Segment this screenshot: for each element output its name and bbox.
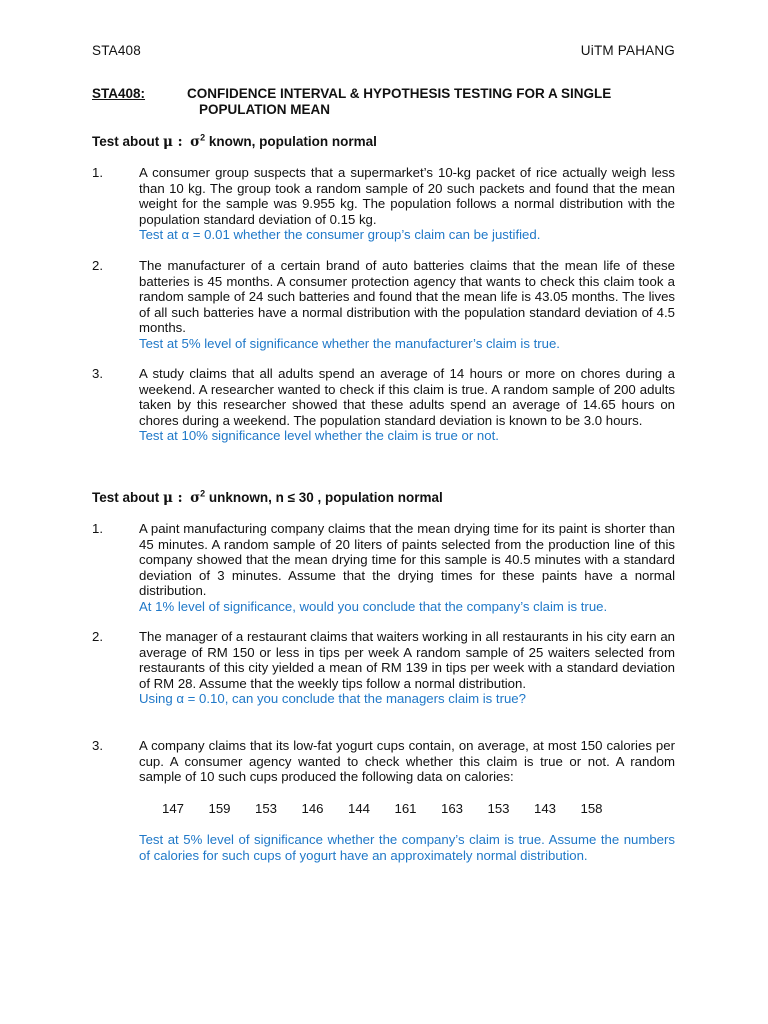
- data-value: 144: [348, 800, 371, 816]
- question-item: 3. A company claims that its low-fat yogurt cups contain, on average, at most 150 calories per cup. A consumer agency wanted to check whether this claim is true or not. A random sample of 10 such cups produced the following data on calories: 147 159 153 146 144 161 163 153 143 158 Test at 5% level of significance whether the company’s claim is true. Assume the numbers of calories for such cups of yogurt have an approximately normal distribution.: [92, 738, 675, 863]
- data-value: 159: [208, 800, 231, 816]
- data-value: 146: [301, 800, 324, 816]
- question-task: Test at α = 0.01 whether the consumer group’s claim can be justified.: [139, 227, 541, 242]
- question-task: Test at 5% level of significance whether the manufacturer’s claim is true.: [139, 335, 560, 351]
- question-text: A study claims that all adults spend an average of 14 hours or more on chores during a weekend. A researcher wanted to check if this claim is true. A random sample of 200 adults taken by this researcher showed that these adults spend an average of 14.65 hours on chores during a weekend. The population standard deviation is known to be 3.0 hours.: [139, 366, 675, 428]
- title-line-1: CONFIDENCE INTERVAL & HYPOTHESIS TESTING FOR A SINGLE: [187, 86, 612, 101]
- data-value: 153: [255, 800, 278, 816]
- question-text: A paint manufacturing company claims that the mean drying time for its paint is shorter than 45 minutes. A random sample of 20 liters of paints selected from the production line of this company showed that the mean drying time for this sample is 40.5 minutes with a standard deviation of 3 minutes. Assume that the drying times for these paints have a normal distribution.: [139, 521, 675, 598]
- question-item: 3. A study claims that all adults spend an average of 14 hours or more on chores during a weekend. A researcher wanted to check if this claim is true. A random sample of 200 adults taken by this researcher showed that these adults spend an average of 14.65 hours on chores during a weekend. The population standard deviation is known to be 3.0 hours. Test at 10% significance level whether the claim is true or not.: [92, 366, 675, 443]
- mu-symbol: μ :: [163, 490, 183, 506]
- header-campus: UiTM PAHANG: [580, 43, 675, 58]
- calorie-data-row: [162, 801, 675, 817]
- sigma-symbol: σ: [190, 490, 201, 506]
- question-task: Using α = 0.10, can you conclude that the managers claim is true?: [139, 691, 526, 706]
- question-text: The manufacturer of a certain brand of auto batteries claims that the mean life of these batteries is 45 months. A consumer protection agency that wants to check this claim took a random sample of 24 such batteries and found that the mean life is 43.05 months. The lives of all such batteries have a normal distribution with the population standard deviation of 4.5 months.: [139, 258, 675, 335]
- question-task: Test at 10% significance level whether the claim is true or not.: [139, 428, 499, 443]
- sigma-symbol: σ: [190, 134, 201, 150]
- question-task: At 1% level of significance, would you conclude that the company’s claim is true.: [139, 598, 608, 614]
- header-course-code: STA408: [92, 43, 141, 58]
- mu-symbol: μ :: [163, 134, 183, 150]
- title-line-2: POPULATION MEAN: [199, 102, 330, 117]
- data-value: 147: [162, 800, 185, 816]
- data-value: 143: [534, 800, 557, 816]
- question-item: 2. The manager of a restaurant claims that waiters working in all restaurants in his city earn an average of RM 150 or less in tips per week A random sample of 25 waiters selected from restaurants of this city yielded a mean of RM 139 in tips per week with a standard deviation of RM 28. Assume that the weekly tips follow a normal distribution. Using α = 0.10, can you conclude that the managers claim is true?: [92, 629, 675, 706]
- section-heading-sigma-known: Test about μ : $\sigma^2$ known, population normal: [92, 132, 377, 150]
- data-value: 163: [441, 800, 464, 816]
- question-item: 1. A paint manufacturing company claims that the mean drying time for its paint is shorter than 45 minutes. A random sample of 20 liters of paints selected from the production line of this company showed that the mean drying time for this sample is 40.5 minutes with a standard deviation of 3 minutes. Assume that the drying times for these paints have a normal distribution. At 1% level of significance, would you conclude that the company’s claim is true.: [92, 521, 675, 614]
- question-task: Test at 5% level of significance whether the company’s claim is true. Assume the numbers of calories for such cups of yogurt have an approximately normal distribution.: [139, 832, 675, 863]
- data-value: 153: [487, 800, 510, 816]
- question-text: The manager of a restaurant claims that waiters working in all restaurants in his city earn an average of RM 150 or less in tips per week A random sample of 25 waiters selected from restaurants of this city yielded a mean of RM 139 in tips per week with a standard deviation of RM 28. Assume that the weekly tips follow a normal distribution.: [139, 629, 675, 691]
- section-heading-sigma-unknown: Test about μ : $\sigma^2$ unknown, n ≤ 30 , population normal: [92, 488, 443, 506]
- question-text: A company claims that its low-fat yogurt cups contain, on average, at most 150 calories per cup. A consumer agency wanted to check whether this claim is true or not. A random sample of 10 such cups produced the following data on calories:: [139, 738, 675, 784]
- question-item: 2. The manufacturer of a certain brand of auto batteries claims that the mean life of these batteries is 45 months. A consumer protection agency that wants to check this claim took a random sample of 24 such batteries and found that the mean life is 43.05 months. The lives of all such batteries have a normal distribution with the population standard deviation of 4.5 months. Test at 5% level of significance whether the manufacturer’s claim is true.: [92, 258, 675, 351]
- data-value: 158: [580, 800, 603, 816]
- question-item: 1. A consumer group suspects that a supermarket’s 10-kg packet of rice actually weigh less than 10 kg. The group took a random sample of 20 such packets and found that the mean weight for the sample was 9.955 kg. The population follows a normal distribution with the population standard deviation of 0.15 kg. Test at α = 0.01 whether the consumer group’s claim can be justified.: [92, 165, 675, 242]
- question-text: A consumer group suspects that a supermarket’s 10-kg packet of rice actually weigh less than 10 kg. The group took a random sample of 20 such packets and found that the mean weight for the sample was 9.955 kg. The population follows a normal distribution with the population standard deviation of 0.15 kg.: [139, 165, 675, 227]
- title-course-code: STA408:: [92, 86, 146, 101]
- data-value: 161: [394, 800, 417, 816]
